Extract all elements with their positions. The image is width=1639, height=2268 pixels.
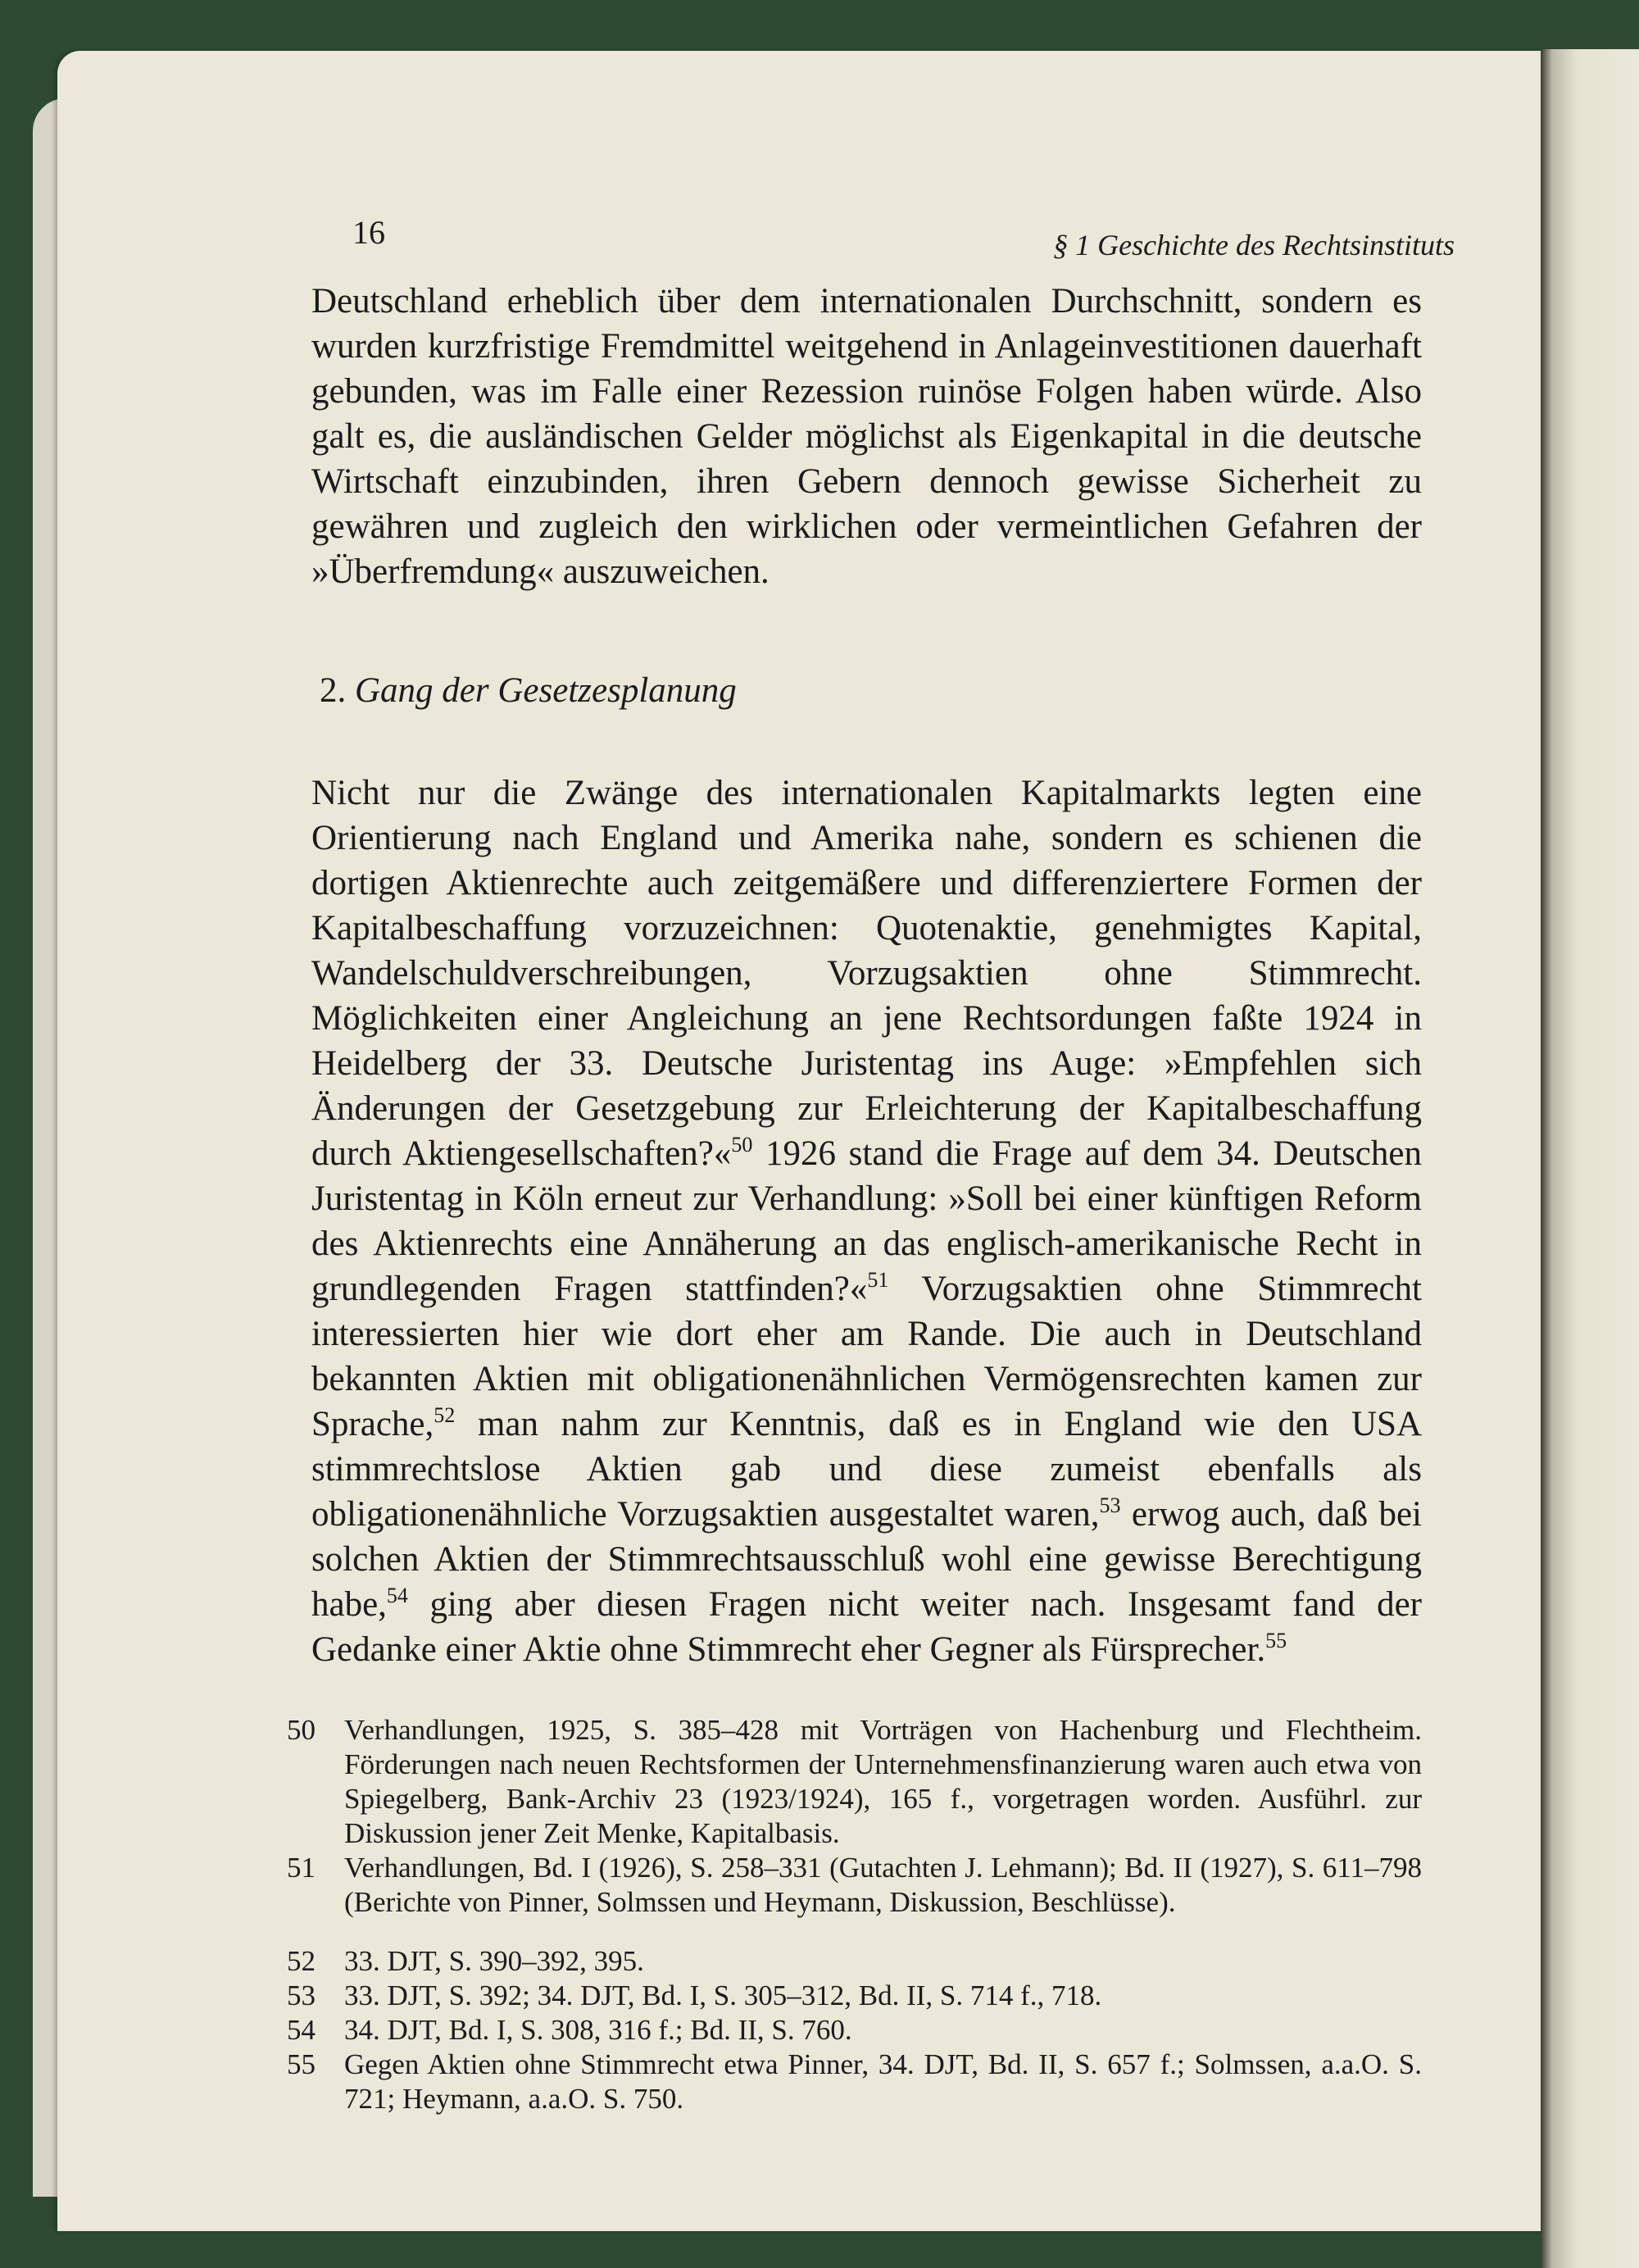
footnote <box>287 2013 1422 2048</box>
footnote-ref[interactable]: 50 <box>731 1133 753 1157</box>
text-run: Nicht nur die Zwänge des internationalen Kapitalmarkts legten eine Orientierung nach England und Amerika nahe, sondern es schienen die dortigen Aktienrechte auch zeitgemäßere und differenziertere Formen der Kapitalbeschaffung vorzuzeichnen: Quotenaktie, genehmigtes Kapital, Wandelschuldverschreibungen, Vorzugsaktien ohne Stimmrecht. Möglichkeiten einer Angleichung an jene Rechtsordungen faßte 1924 in Heidelberg der 33. Deutsche Juristentag ins Auge: »Empfehlen sich Änderungen der Gesetzgebung zur Erleichterung der Kapitalbeschaffung durch Aktiengesellschaften?« <box>311 774 1422 1173</box>
footnote-number: 54 <box>287 2014 316 2046</box>
footnote-ref[interactable]: 51 <box>867 1268 889 1292</box>
footnote-text: 34. DJT, Bd. I, S. 308, 316 f.; Bd. II, S. 760. <box>344 2014 852 2046</box>
footnote-ref[interactable]: 52 <box>434 1403 456 1427</box>
text-run: ging aber diesen Fragen nicht weiter nach. Insgesamt fand der Gedanke einer Aktie ohne Stimmrecht eher Gegner als Fürsprecher. <box>311 1585 1422 1669</box>
footnote <box>287 1851 1422 1920</box>
text-run: Vorzugsaktien ohne Stimmrecht interessierten hier wie dort eher am Rande. Die auch in Deutschland bekannten Aktien mit obligationenähnlichen Vermögensrechten kamen zur Sprache, <box>311 1270 1422 1443</box>
footnote-number: 51 <box>287 1852 316 1884</box>
footnote <box>287 2048 1422 2116</box>
footnote-number: 53 <box>287 1979 316 2011</box>
footnote-number: 55 <box>287 2048 316 2080</box>
footnote <box>287 1944 1422 1979</box>
page-number: 16 <box>352 214 385 251</box>
section-heading <box>320 668 1422 713</box>
body-text <box>311 279 1422 1672</box>
running-title: § 1 Geschichte des Rechtsinstituts <box>1053 229 1455 261</box>
paragraph <box>311 770 1422 1672</box>
running-head <box>311 189 1455 279</box>
footnote-number: 50 <box>287 1714 316 1746</box>
footnote <box>287 1713 1422 1851</box>
text-run: man nahm zur Kenntnis, daß es in England wie den USA stimmrechtslose Aktien gab und diese zumeist ebenfalls als obligationenähnliche Vorzugsaktien ausgestaltet waren, <box>311 1405 1422 1534</box>
text-run: 1926 stand die Frage auf dem 34. Deutschen Juristentag in Köln erneut zur Verhandlung: »Soll bei einer künftigen Reform des Aktienrechts eine Annäherung an das englisch-amerikanische Recht in grundlegenden Fragen stattfinden?« <box>311 1134 1422 1308</box>
page-content <box>287 189 1455 2116</box>
paragraph: Deutschland erheblich über dem internationalen Durchschnitt, sondern es wurden kurzfristige Fremdmittel weitgehend in Anlageinvestitionen dauerhaft gebunden, was im Falle einer Rezession ruinöse Folgen haben würde. Also galt es, die ausländischen Gelder möglichst als Eigenkapital in die deutsche Wirtschaft einzubinden, ihren Gebern dennoch gewisse Sicherheit zu gewähren und zugleich den wirklichen oder vermeintlichen Gefahren der »Überfremdung« auszuweichen. <box>311 282 1422 591</box>
section-title: Gang der Gesetzesplanung <box>355 671 737 710</box>
footnote-number: 52 <box>287 1945 316 1977</box>
text-run: erwog auch, daß bei solchen Aktien der Stimmrechtsausschluß wohl eine gewisse Berechtigung habe, <box>311 1495 1423 1624</box>
footnote-ref[interactable]: 55 <box>1265 1629 1287 1652</box>
footnote-text: 33. DJT, S. 390–392, 395. <box>344 1945 644 1977</box>
footnote-text: Gegen Aktien ohne Stimmrecht etwa Pinner, 34. DJT, Bd. II, S. 657 f.; Solmssen, a.a.O. S. 721; Heymann, a.a.O. S. 750. <box>344 2048 1422 2115</box>
footnote-ref[interactable]: 54 <box>386 1584 408 1607</box>
footnote-ref[interactable]: 53 <box>1099 1493 1121 1517</box>
footnote-text: 33. DJT, S. 392; 34. DJT, Bd. I, S. 305–312, Bd. II, S. 714 f., 718. <box>344 1979 1102 2011</box>
section-number: 2. <box>320 671 347 710</box>
book-gutter <box>1541 49 1639 2268</box>
footnote-text: Verhandlungen, Bd. I (1926), S. 258–331 (Gutachten J. Lehmann); Bd. II (1927), S. 611–798 (Berichte von Pinner, Solmssen und Heymann, Diskussion, Beschlüsse). <box>344 1852 1422 1918</box>
footnote-text: Verhandlungen, 1925, S. 385–428 mit Vorträgen von Hachenburg und Flechtheim. Förderungen nach neuen Rechtsformen der Unternehmensfinanzierung waren auch etwa von Spiegelberg, Bank-Archiv 23 (1923/1924), 165 f., vorgetragen worden. Ausführl. zur Diskussion jener Zeit Menke, Kapitalbasis. <box>344 1714 1422 1849</box>
footnote <box>287 1979 1422 2013</box>
footnotes <box>287 1713 1422 2116</box>
